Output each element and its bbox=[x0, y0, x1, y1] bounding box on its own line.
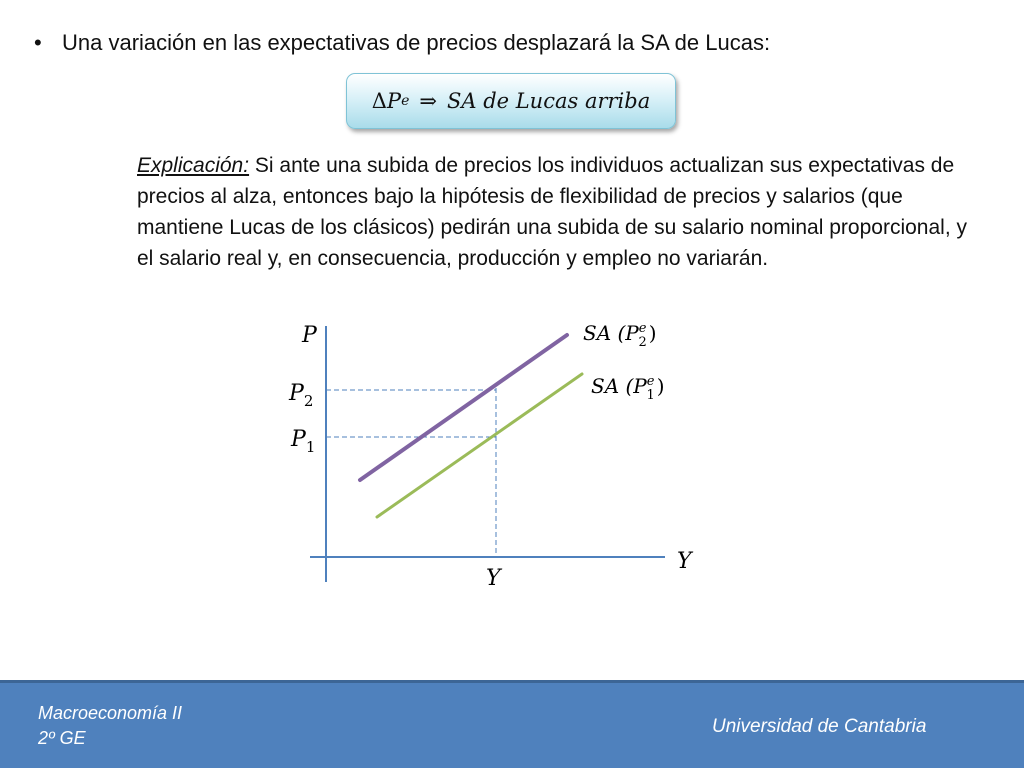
explanation-label: Explicación: bbox=[137, 154, 250, 177]
explanation-text: Si ante una subida de precios los individuos actualizan sus expectativas de precios al alza, entonces bajo la hipótesis de flexibilidad de precios y salarios (que mantiene Lucas de los clásicos) pedirán una subida de su salario nominal proporcional, y el salario real y, en consecuencia, producción y empleo no variarán. bbox=[137, 154, 967, 270]
formula-lhs: P bbox=[386, 89, 402, 113]
p2-subscript: 2 bbox=[303, 392, 314, 410]
y-axis-label: P bbox=[302, 323, 317, 348]
p2-letter: P bbox=[289, 381, 304, 406]
formula-delta: Δ bbox=[371, 89, 387, 113]
bullet-text: Una variación en las expectativas de precios desplazará la SA de Lucas: bbox=[62, 30, 771, 55]
sa-upper-sub: 2 bbox=[638, 335, 647, 350]
sa-lower-name: SA (P bbox=[591, 374, 647, 398]
formula-lhs-sup: e bbox=[401, 93, 410, 109]
sa-upper-close: ) bbox=[648, 321, 657, 345]
bullet-dot: • bbox=[34, 30, 42, 55]
sa-lower-close: ) bbox=[656, 374, 665, 398]
p1-letter: P bbox=[291, 427, 306, 452]
sa-lower-label bbox=[591, 374, 665, 403]
x-axis-label: Y bbox=[677, 549, 692, 574]
formula-rhs: SA de Lucas arriba bbox=[446, 89, 651, 113]
sa-lower-sub: 1 bbox=[646, 388, 655, 403]
sa-upper-label bbox=[583, 321, 657, 350]
x-tick-label: Y bbox=[486, 566, 501, 591]
p1-subscript: 1 bbox=[305, 438, 316, 456]
sa-lower-sup: e bbox=[646, 374, 655, 389]
footer-bar bbox=[0, 680, 1024, 768]
sa-upper-sup: e bbox=[638, 321, 647, 336]
course-info bbox=[38, 701, 182, 751]
course-group: 2º GE bbox=[38, 728, 86, 748]
course-name: Macroeconomía II bbox=[38, 703, 183, 723]
sa-upper-name: SA (P bbox=[583, 321, 639, 345]
p2-label bbox=[288, 381, 313, 410]
formula-arrow: ⇒ bbox=[419, 89, 437, 113]
university-name: Universidad de Cantabria bbox=[712, 716, 927, 737]
p1-label bbox=[290, 427, 315, 456]
